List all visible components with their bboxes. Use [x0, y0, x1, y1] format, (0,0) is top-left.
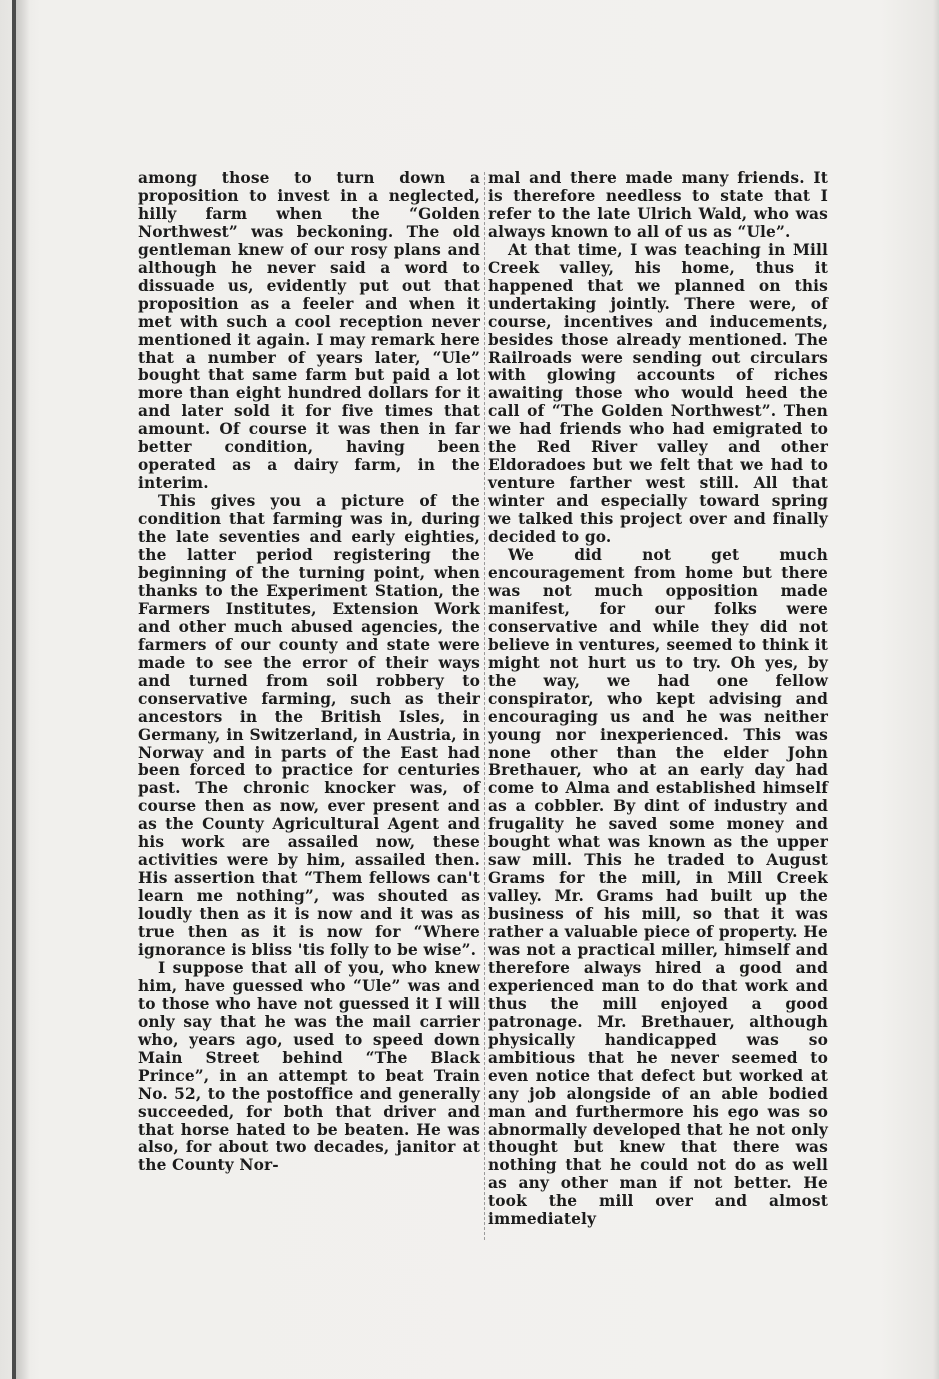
left-text-column	[138, 170, 480, 1175]
binding-shadow	[16, 0, 30, 1379]
right-paragraph-1: mal and there made many friends. It is therefore needless to state that I refer to the late Ulrich Wald, who was always known to all of us as “Ule”.	[488, 169, 828, 241]
left-paragraph-2: This gives you a picture of the condition that farming was in, during the late seventies and early eighties, the latter period registering the beginning of the turning point, when thanks to the Experiment Station, the Farmers Institutes, Extension Work and other much abused agencies, the farmers of our county and state were made to see the error of their ways and turned from soil robbery to conservative farming, such as their ancestors in the British Isles, in Germany, in Switzerland, in Austria, in Norway and in parts of the East had been forced to practice for centuries past. The chronic knocker was, of course then as now, ever present and as the County Agricultural Agent and his work are assailed now, these activities were by him, assailed then. His assertion that “Them fellows can't learn me nothing”, was shouted as loudly then as it is now and it was as true then as it is now for “Where ignorance is bliss 'tis folly to be wise”.	[138, 492, 480, 959]
right-text-column	[488, 170, 828, 1229]
right-paragraph-3: We did not get much encouragement from home but there was not much opposition made manifest, for our folks were conservative and while they did not believe in ventures, seemed to think it might not hurt us to try. Oh yes, by the way, we had one fellow conspirator, who kept advising and encouraging us and he was neither young nor inexperienced. This was none other than the elder John Brethauer, who at an early day had come to Alma and established himself as a cobbler. By dint of industry and frugality he saved some money and bought what was known as the upper saw mill. This he traded to August Grams for the mill, in Mill Creek valley. Mr. Grams had built up the business of his mill, so that it was rather a valuable piece of property. He was not a practical miller, himself and therefore always hired a good and experienced man to do that work and thus the mill enjoyed a good patronage. Mr. Brethauer, although physically handicapped was so ambitious that he never seemed to even notice that defect but worked at any job alongside of an able bodied man and furthermore his ego was so abnormally developed that he not only thought but knew that there was nothing that he could not do as well as any other man if not better. He took the mill over and almost immediately	[488, 546, 828, 1229]
column-divider	[484, 172, 485, 1240]
right-paragraph-2: At that time, I was teaching in Mill Creek valley, his home, thus it happened that we planned on this undertaking jointly. There were, of course, incentives and inducements, besides those already mentioned. The Railroads were sending out circulars with glowing accounts of riches awaiting those who would heed the call of “The Golden Northwest”. Then we had friends who had emigrated to the Red River valley and other Eldoradoes but we felt that we had to venture farther west still. All that winter and especially toward spring we talked this project over and finally decided to go.	[488, 240, 828, 547]
left-paragraph-1: among those to turn down a proposition to invest in a neglected, hilly farm when the “Golden Northwest” was beckoning. The old gentleman knew of our rosy plans and although he never said a word to dissuade us, evidently put out that proposition as a feeler and when it met with such a cool reception never mentioned it again. I may remark here that a number of years later, “Ule” bought that same farm but paid a lot more than eight hundred dollars for it and later sold it for five times that amount. Of course it was then in far better condition, having been operated as a dairy farm, in the interim.	[138, 169, 480, 493]
left-paragraph-3: I suppose that all of you, who knew him, have guessed who “Ule” was and to those who have not guessed it I will only say that he was the mail carrier who, years ago, used to speed down Main Street behind “The Black Prince”, in an attempt to beat Train No. 52, to the postoffice and generally succeeded, for both that driver and that horse hated to be beaten. He was also, for about two decades, janitor at the County Nor-	[138, 958, 480, 1175]
page-right-edge	[933, 0, 939, 1379]
